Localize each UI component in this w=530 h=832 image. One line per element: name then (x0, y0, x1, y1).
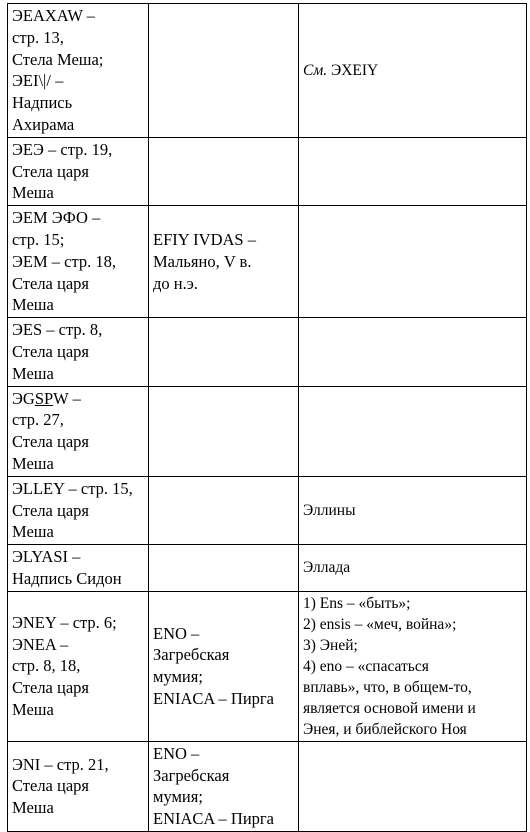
meaning-cell (299, 4, 527, 138)
source-cell: ЭЕЭ – стр. 19, Стела царя Меша (8, 137, 149, 205)
source-cell: ЭЕМ ЭФО – стр. 15; ЭЕМ – стр. 18, Стела царя Меша (8, 206, 149, 318)
source-cell: ЭNEY – стр. 6; ЭNEA – стр. 8, 18, Стела царя Меша (8, 591, 149, 741)
meaning-cell: 1) Ens – «быть»; 2) ensis – «меч, война»; 3) Эней; 4) eno – «спасаться вплавь», что, в общем-то, является основой имени и Энея, и библейского Ноя (299, 591, 527, 741)
source-cell: ЭLLEY – стр. 15, Стела царя Меша (8, 476, 149, 544)
table-row (8, 741, 527, 831)
parallel-cell: EFIY IVDAS – Мальяно, V в. до н.э. (149, 206, 299, 318)
table-row (8, 206, 527, 318)
see-also-target: ЭXEIY (330, 61, 379, 79)
parallel-cell (149, 386, 299, 476)
parallel-cell: ENO – Загребская мумия; ENIACA – Пирга (149, 591, 299, 741)
parallel-cell (149, 318, 299, 386)
source-cell: ЭES – стр. 8, Стела царя Меша (8, 318, 149, 386)
table-row (8, 4, 527, 138)
parallel-cell (149, 137, 299, 205)
meaning-cell (299, 137, 527, 205)
see-also-label: См. (303, 61, 328, 79)
meaning-cell (299, 741, 527, 831)
parallel-cell (149, 545, 299, 592)
meaning-cell (299, 206, 527, 318)
source-cell: ЭNI – стр. 21, Стела царя Меша (8, 741, 149, 831)
parallel-cell: ENO – Загребская мумия; ENIACA – Пирга (149, 741, 299, 831)
table-row (8, 386, 527, 476)
table-row (8, 318, 527, 386)
source-cell: ЭGSPW – стр. 27, Стела царя Меша (8, 386, 149, 476)
parallel-cell (149, 4, 299, 138)
meaning-cell: Эллины (299, 476, 527, 544)
meaning-cell (299, 318, 527, 386)
source-cell: ЭLYASI – Надпись Сидон (8, 545, 149, 592)
underlined-letters: SP (34, 388, 54, 408)
glossary-table (7, 3, 527, 832)
meaning-cell (299, 386, 527, 476)
table-row (8, 476, 527, 544)
meaning-cell: Эллада (299, 545, 527, 592)
parallel-cell (149, 476, 299, 544)
table-row (8, 137, 527, 205)
source-cell: ЭEAXAW – стр. 13, Стела Меша; ЭEI\|/ – Надпись Ахирама (8, 4, 149, 138)
table-row (8, 591, 527, 741)
table-row (8, 545, 527, 592)
